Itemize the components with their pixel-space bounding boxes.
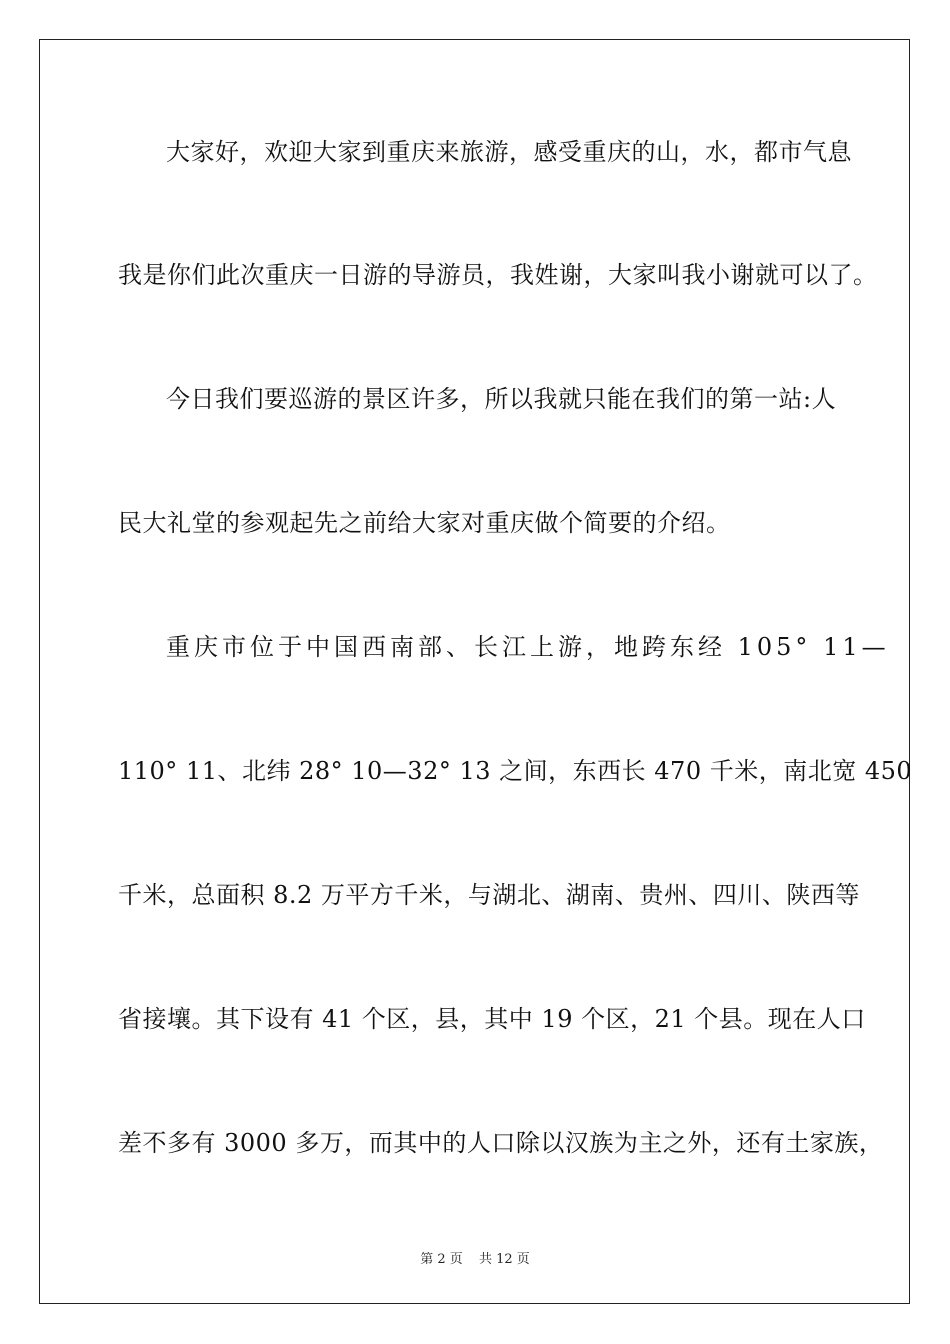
- paragraph-line-5: 重庆市位于中国西南部、长江上游，地跨东经 105° 11—: [166, 633, 890, 661]
- paragraph-line-1: 大家好，欢迎大家到重庆来旅游，感受重庆的山，水，都市气息: [166, 138, 852, 166]
- page-total: 共 12 页: [478, 1252, 530, 1267]
- paragraph-line-8: 省接壤。其下设有 41 个区，县，其中 19 个区，21 个县。现在人口: [118, 1005, 866, 1033]
- paragraph-line-4: 民大礼堂的参观起先之前给大家对重庆做个简要的介绍。: [118, 509, 731, 537]
- paragraph-line-2: 我是你们此次重庆一日游的导游员，我姓谢，大家叫我小谢就可以了。: [118, 261, 878, 289]
- page-frame: [39, 39, 913, 1304]
- page-footer: [0, 1248, 950, 1267]
- paragraph-line-6: 110° 11、北纬 28° 10—32° 13 之间，东西长 470 千米，南北宽 450: [118, 757, 913, 785]
- paragraph-line-7: 千米，总面积 8.2 万平方千米，与湖北、湖南、贵州、四川、陕西等: [118, 881, 860, 909]
- paragraph-line-9: 差不多有 3000 多万，而其中的人口除以汉族为主之外，还有土家族，: [118, 1129, 884, 1157]
- paragraph-line-3: 今日我们要巡游的景区许多，所以我就只能在我们的第一站:人: [166, 385, 837, 413]
- page-number: 第 2 页: [420, 1252, 463, 1267]
